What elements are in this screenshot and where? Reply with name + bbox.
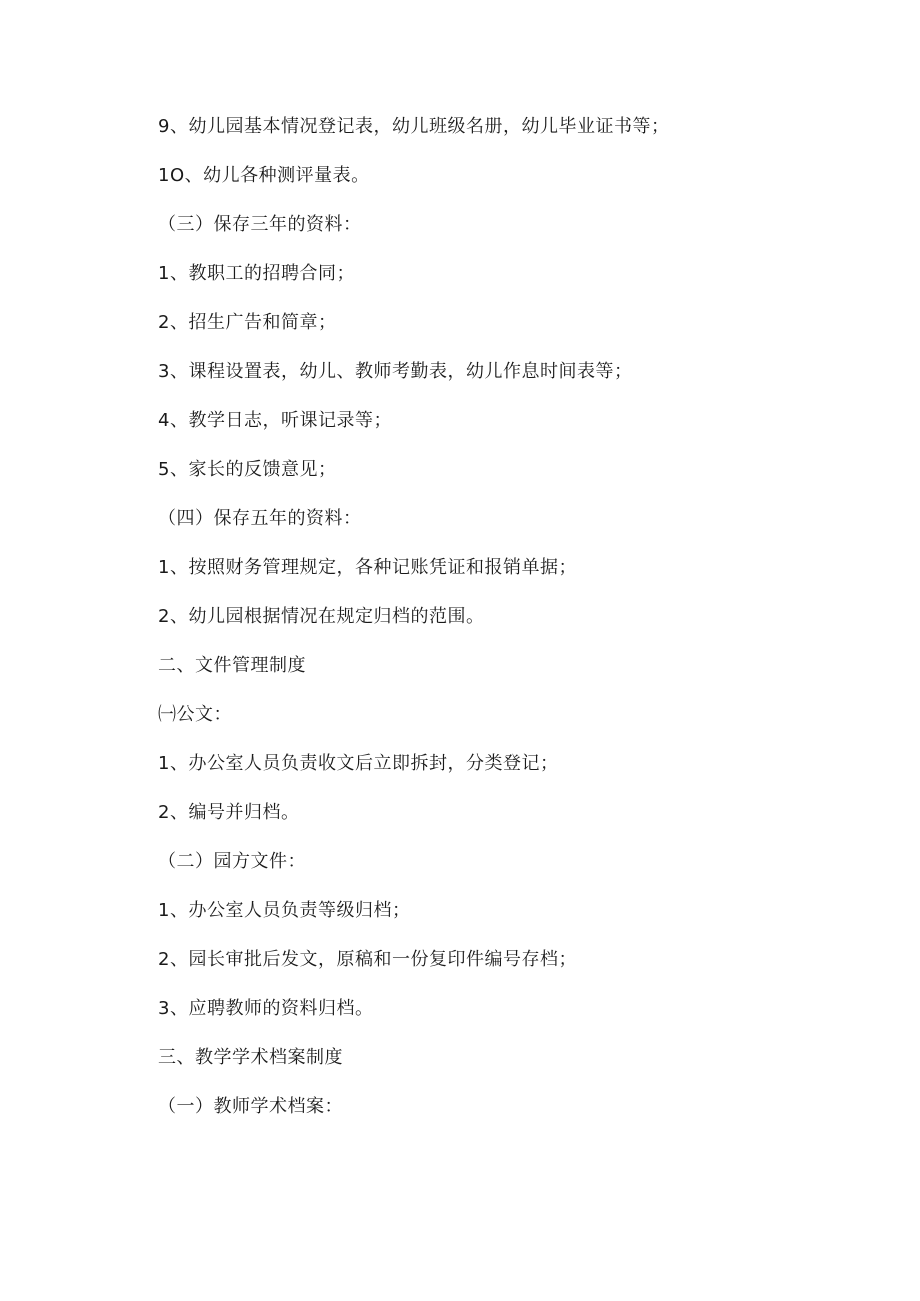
list-item: 3、应聘教师的资料归档。	[158, 998, 374, 1019]
section-heading: （二）园方文件：	[158, 851, 306, 872]
list-item: 1、按照财务管理规定，各种记账凭证和报销单据；	[158, 557, 577, 578]
list-item: 2、编号并归档。	[158, 802, 300, 823]
section-heading: （四）保存五年的资料：	[158, 508, 362, 529]
list-item: 3、课程设置表，幼儿、教师考勤表，幼儿作息时间表等；	[158, 361, 633, 382]
chapter-heading: 二、文件管理制度	[158, 655, 306, 676]
chapter-heading: 三、教学学术档案制度	[158, 1047, 343, 1068]
list-item: 4、教学日志，听课记录等；	[158, 410, 392, 431]
list-item: 1O、幼儿各种测评量表。	[158, 165, 370, 186]
document-body	[158, 112, 858, 1141]
section-heading: （三）保存三年的资料：	[158, 214, 362, 235]
list-item: 2、幼儿园根据情况在规定归档的范围。	[158, 606, 485, 627]
list-item: 2、招生广告和简章；	[158, 312, 337, 333]
list-item: 5、家长的反馈意见；	[158, 459, 337, 480]
list-item: 1、办公室人员负责收文后立即拆封，分类登记；	[158, 753, 559, 774]
list-item: 1、办公室人员负责等级归档；	[158, 900, 411, 921]
section-heading: ㈠公文：	[158, 704, 232, 725]
section-heading: （一）教师学术档案：	[158, 1096, 343, 1117]
list-item: 2、园长审批后发文，原稿和一份复印件编号存档；	[158, 949, 577, 970]
list-item: 9、幼儿园基本情况登记表，幼儿班级名册，幼儿毕业证书等；	[158, 116, 670, 137]
list-item: 1、教职工的招聘合同；	[158, 263, 355, 284]
